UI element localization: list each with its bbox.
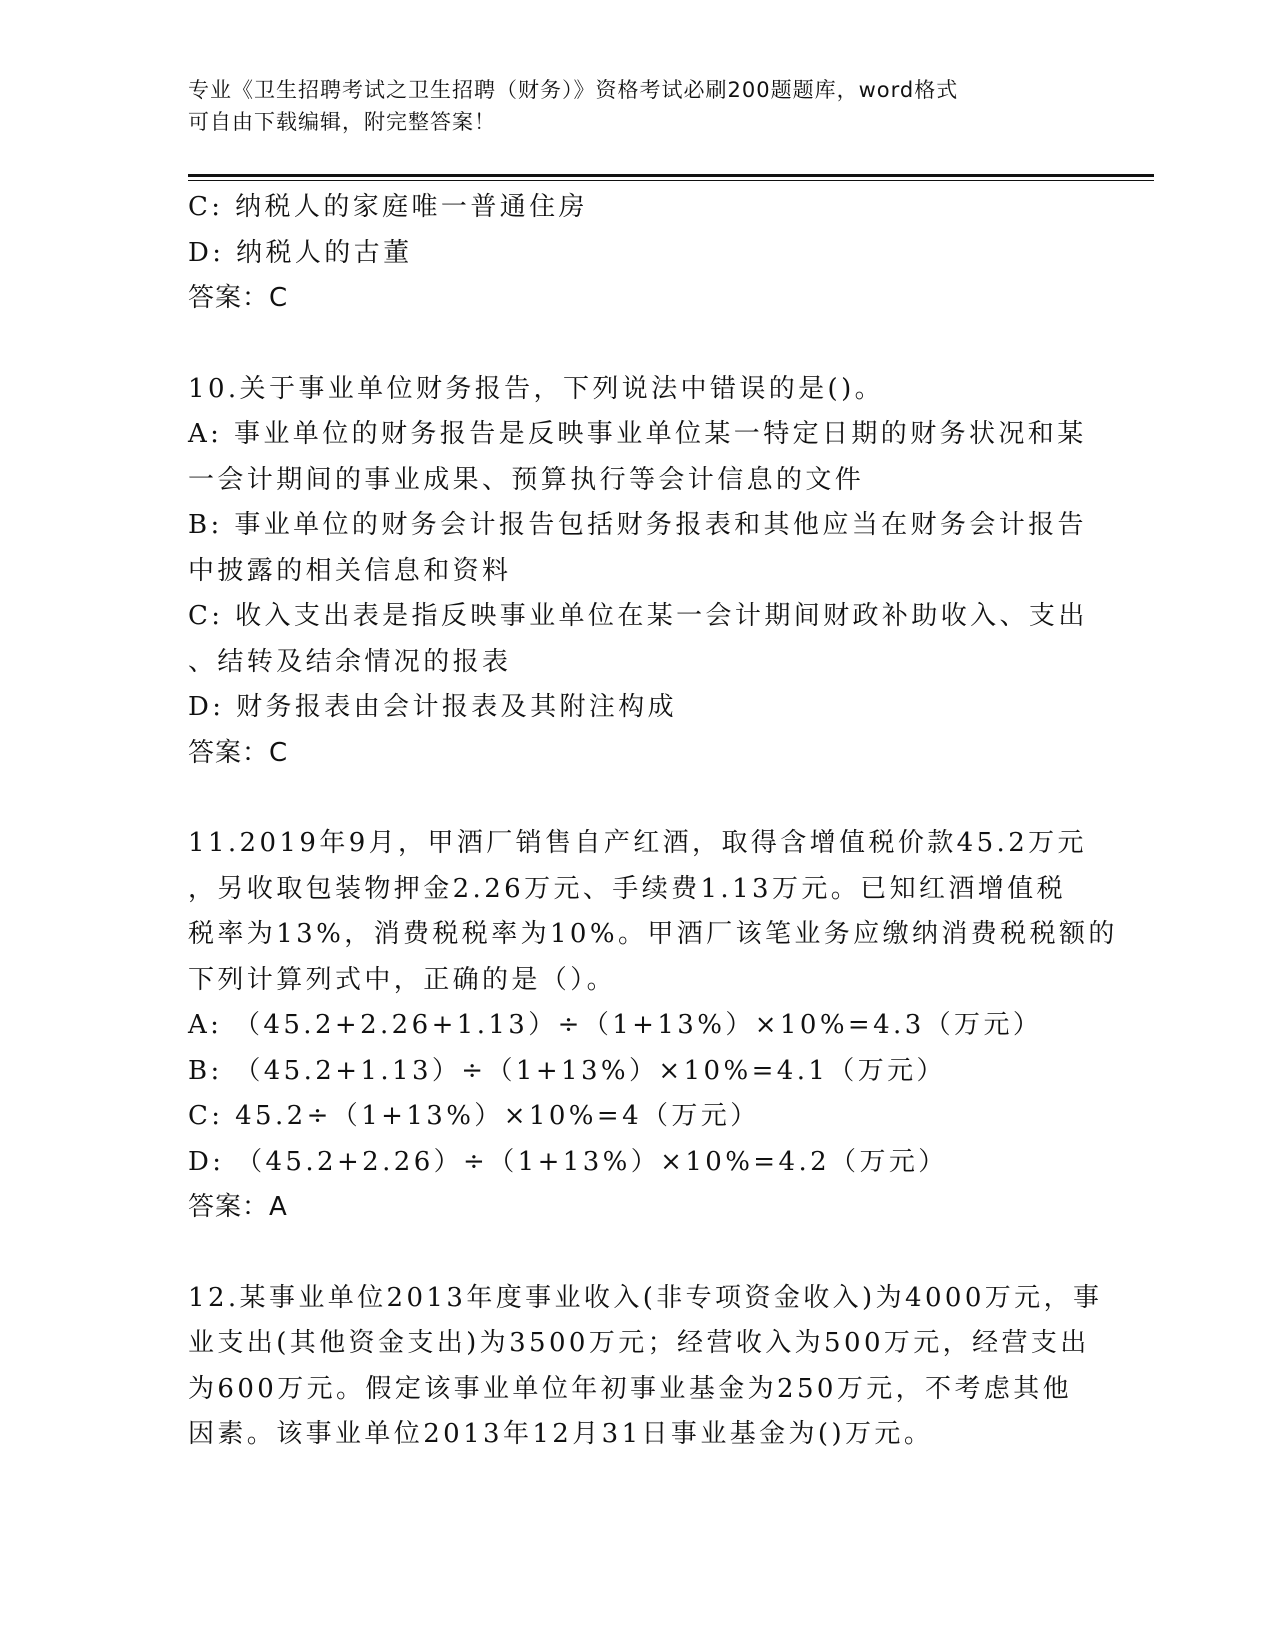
q11-stem-line-3: 税率为13%，消费税税率为10%。甲酒厂该笔业务应缴纳消费税税额的 bbox=[188, 919, 1118, 949]
header-title-line-2: 可自由下载编辑，附完整答案！ bbox=[188, 110, 496, 134]
question-11 bbox=[188, 821, 1118, 1231]
spacer bbox=[188, 776, 1088, 821]
q11-stem-line-2: ，另收取包装物押金2.26万元、手续费1.13万元。已知红酒增值税 bbox=[188, 873, 1066, 904]
spacer bbox=[188, 1231, 1088, 1276]
header-divider-thin bbox=[188, 180, 1154, 181]
header-divider-thick bbox=[188, 174, 1154, 177]
q10-option-b-line-2: 中披露的相关信息和资料 bbox=[188, 555, 512, 586]
q12-stem-line-1: 12.某事业单位2013年度事业收入(非专项资金收入)为4000万元，事 bbox=[188, 1282, 1103, 1313]
q12-stem-line-4: 因素。该事业单位2013年12月31日事业基金为()万元。 bbox=[188, 1419, 934, 1449]
question-9-tail bbox=[188, 185, 1088, 322]
q11-option-b: B: （45.2+1.13）÷（1+13%）×10%=4.1（万元） bbox=[188, 1055, 946, 1086]
document-header bbox=[188, 74, 1068, 138]
q12-stem-line-2: 业支出(其他资金支出)为3500万元；经营收入为500万元，经营支出 bbox=[188, 1328, 1090, 1358]
q11-option-d: D: （45.2+2.26）÷（1+13%）×10%=4.2（万元） bbox=[188, 1146, 948, 1177]
q10-option-c-line-1: C: 收入支出表是指反映事业单位在某一会计期间财政补助收入、支出 bbox=[188, 601, 1088, 631]
q9-option-c: C: 纳税人的家庭唯一普通住房 bbox=[188, 192, 588, 222]
q10-option-b-line-1: B: 事业单位的财务会计报告包括财务报表和其他应当在财务会计报告 bbox=[188, 510, 1087, 540]
q10-stem: 10.关于事业单位财务报告，下列说法中错误的是()。 bbox=[188, 373, 885, 404]
q10-option-a-line-2: 一会计期间的事业成果、预算执行等会计信息的文件 bbox=[188, 464, 865, 495]
q11-stem-line-1: 11.2019年9月，甲酒厂销售自产红酒，取得含增值税价款45.2万元 bbox=[188, 828, 1087, 858]
q12-stem-line-3: 为600万元。假定该事业单位年初事业基金为250万元，不考虑其他 bbox=[188, 1373, 1073, 1404]
q10-option-c-line-2: 、结转及结余情况的报表 bbox=[188, 646, 512, 677]
q10-answer: 答案：C bbox=[188, 737, 289, 768]
q10-option-a-line-1: A: 事业单位的财务报告是反映事业单位某一特定日期的财务状况和某 bbox=[188, 419, 1087, 449]
question-10 bbox=[188, 367, 1088, 777]
header-title-line-1: 专业《卫生招聘考试之卫生招聘（财务）》资格考试必刷200题题库，word格式 bbox=[188, 78, 959, 102]
question-content bbox=[188, 185, 1118, 1458]
q9-answer: 答案：C bbox=[188, 283, 289, 313]
q11-answer: 答案：A bbox=[188, 1192, 288, 1222]
q11-stem-line-4: 下列计算列式中，正确的是（）。 bbox=[188, 964, 617, 995]
q9-option-d: D: 纳税人的古董 bbox=[188, 237, 413, 268]
q10-option-d: D: 财务报表由会计报表及其附注构成 bbox=[188, 692, 678, 722]
q11-option-a: A: （45.2+2.26+1.13）÷（1+13%）×10%=4.3（万元） bbox=[188, 1010, 1043, 1040]
q11-option-c: C: 45.2÷（1+13%）×10%=4（万元） bbox=[188, 1101, 760, 1131]
spacer bbox=[188, 322, 1088, 367]
question-12 bbox=[188, 1276, 1103, 1458]
